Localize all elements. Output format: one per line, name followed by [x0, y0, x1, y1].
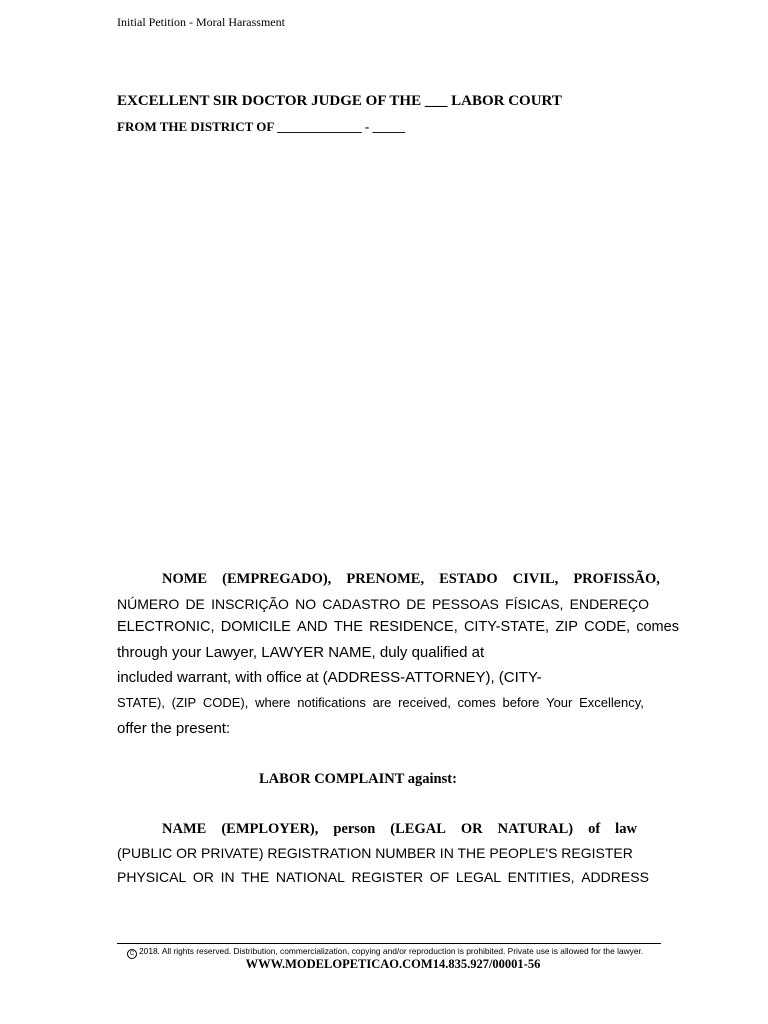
word: (LEGAL: [390, 821, 446, 837]
word: AND: [297, 619, 328, 635]
word: where: [255, 695, 291, 710]
word: Your: [546, 695, 573, 710]
word: REGISTER: [351, 869, 424, 885]
word: CODE),: [202, 695, 249, 710]
word: law: [615, 821, 637, 837]
word: comes: [636, 619, 679, 635]
word: RESIDENCE,: [369, 619, 458, 635]
word: ZIP: [555, 619, 578, 635]
word: DOMICILE: [220, 619, 291, 635]
word: ESTADO: [439, 571, 498, 587]
party1-line5: included warrant, with office at (ADDRESS-ATTORNEY), (CITY-: [117, 669, 542, 686]
party1-line3: [117, 619, 679, 635]
copyright-text: 2018. All rights reserved. Distribution, commercialization, copying and/or reproduction is prohibited. Private use is allowed for the lawyer.: [139, 946, 644, 956]
word: OR: [192, 869, 214, 885]
footer-divider: [117, 943, 661, 944]
district-line: FROM THE DISTRICT OF _____________ - _____: [117, 119, 405, 134]
word: NAME: [162, 821, 207, 837]
word: ENDEREÇO: [569, 596, 649, 612]
word: ADDRESS: [581, 869, 649, 885]
word: received,: [398, 695, 451, 710]
word: CITY-STATE,: [463, 619, 550, 635]
footer-website: WWW.MODELOPETICAO.COM14.835.927/00001-56: [245, 957, 541, 971]
word: OF: [429, 869, 450, 885]
word: OR: [460, 821, 483, 837]
word: NATURAL): [497, 821, 574, 837]
word: PRENOME,: [346, 571, 425, 587]
party2-line3: [117, 869, 649, 885]
word: PESSOAS: [431, 596, 499, 612]
page-header: Initial Petition - Moral Harassment: [117, 15, 285, 29]
word: (EMPLOYER),: [221, 821, 319, 837]
word: Excellency,: [579, 695, 644, 710]
word: DE: [185, 596, 205, 612]
word: are: [372, 695, 392, 710]
word: CIVIL,: [512, 571, 559, 587]
word: PHYSICAL: [117, 869, 187, 885]
party1-line4: through your Lawyer, LAWYER NAME, duly qualified at: [117, 644, 485, 661]
word: IN: [220, 869, 235, 885]
word: CODE,: [584, 619, 631, 635]
word: person: [333, 821, 376, 837]
party1-line2: [117, 596, 649, 612]
word: before: [502, 695, 540, 710]
word: THE: [241, 869, 270, 885]
word: notifications: [297, 695, 366, 710]
word: STATE),: [117, 695, 165, 710]
word: PROFISSÃO,: [573, 571, 660, 587]
word: INSCRIÇÃO: [211, 596, 289, 612]
party2-line1: [162, 821, 637, 838]
word: comes: [457, 695, 496, 710]
court-address-line: EXCELLENT SIR DOCTOR JUDGE OF THE ___ LABOR COURT: [117, 93, 562, 109]
complaint-heading: LABOR COMPLAINT against:: [259, 771, 457, 787]
word: NOME: [162, 571, 208, 587]
party2-line2: (PUBLIC OR PRIVATE) REGISTRATION NUMBER IN THE PEOPLE'S REGISTER: [117, 845, 633, 861]
party1-line1: [162, 571, 660, 588]
word: (EMPREGADO),: [222, 571, 332, 587]
word: CADASTRO: [322, 596, 401, 612]
word: FÍSICAS,: [505, 596, 564, 612]
word: of: [588, 821, 601, 837]
word: THE: [333, 619, 363, 635]
word: DE: [406, 596, 426, 612]
word: LEGAL: [455, 869, 501, 885]
word: ELECTRONIC,: [117, 619, 215, 635]
word: NO: [295, 596, 317, 612]
party1-line6: [117, 695, 644, 710]
word: NATIONAL: [275, 869, 345, 885]
word: ENTITIES,: [507, 869, 575, 885]
word: NÚMERO: [117, 596, 180, 612]
copyright-icon: C: [127, 949, 137, 959]
word: (ZIP: [171, 695, 197, 710]
party1-line7: offer the present:: [117, 720, 231, 737]
